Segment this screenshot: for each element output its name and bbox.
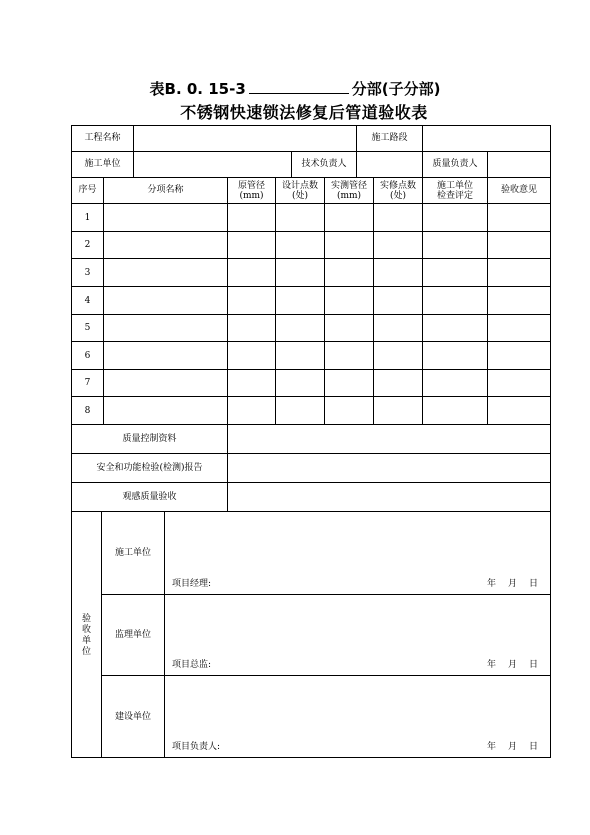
quality-docs-label: 质量控制资料 — [122, 434, 177, 444]
owner-signer-label: 项目负责人: — [172, 742, 221, 752]
quality-lead-label: 质量负责人 — [432, 159, 478, 169]
date-month-label: 月 — [508, 660, 518, 670]
form-number: 表B. 0. 15-3 — [149, 80, 246, 98]
row-number: 2 — [84, 240, 91, 250]
row-number: 8 — [84, 406, 91, 416]
project-name-label: 工程名称 — [84, 133, 121, 143]
acceptance-group-label-1: 验 — [81, 614, 91, 624]
supervision-unit-name: 监理单位 — [114, 630, 151, 640]
col-actual-points: 实修点数 — [379, 181, 416, 191]
col-design-points-unit: (处) — [291, 191, 309, 201]
col-opinion: 验收意见 — [500, 185, 537, 195]
date-day-label: 日 — [529, 579, 539, 589]
col-unit-check-2: 检查评定 — [436, 191, 473, 201]
construction-unit-label: 施工单位 — [84, 159, 121, 169]
col-orig-dia-unit: (mm) — [239, 191, 264, 201]
tech-lead-label: 技术负责人 — [301, 159, 347, 169]
row-number: 4 — [84, 296, 91, 306]
date-day-label: 日 — [529, 660, 539, 670]
acceptance-group-label-4: 位 — [81, 647, 91, 657]
date-year-label: 年 — [487, 660, 497, 670]
safety-report-label: 安全和功能检验(检测)报告 — [96, 463, 203, 473]
appearance-label: 观感质量验收 — [122, 492, 177, 502]
row-number: 7 — [84, 378, 91, 388]
row-number: 6 — [84, 351, 91, 361]
row-number: 1 — [84, 213, 91, 223]
date-day-label: 日 — [529, 742, 539, 752]
col-design-points: 设计点数 — [281, 181, 318, 191]
col-unit-check: 施工单位 — [436, 181, 473, 191]
row-number: 5 — [84, 323, 91, 333]
date-year-label: 年 — [487, 579, 497, 589]
owner-unit-name: 建设单位 — [114, 712, 151, 722]
acceptance-group-label-3: 单 — [81, 636, 91, 646]
col-seq: 序号 — [78, 185, 97, 195]
construction-unit-name: 施工单位 — [114, 548, 151, 558]
date-month-label: 月 — [508, 742, 518, 752]
col-measured-dia-unit: (mm) — [336, 191, 362, 201]
construction-signer-label: 项目经理: — [172, 579, 212, 589]
date-month-label: 月 — [508, 579, 518, 589]
col-item-name: 分项名称 — [147, 185, 184, 195]
acceptance-group-label-2: 收 — [81, 625, 91, 635]
date-year-label: 年 — [487, 742, 497, 752]
division-label: 分部(子分部) — [351, 80, 441, 98]
road-section-label: 施工路段 — [371, 133, 408, 143]
col-actual-points-unit: (处) — [389, 191, 407, 201]
form-subtitle: 不锈钢快速锁法修复后管道验收表 — [180, 103, 428, 122]
col-measured-dia: 实测管径 — [330, 181, 367, 191]
supervision-signer-label: 项目总监: — [172, 660, 212, 670]
col-orig-dia: 原管径 — [237, 181, 265, 191]
row-number: 3 — [84, 268, 91, 278]
